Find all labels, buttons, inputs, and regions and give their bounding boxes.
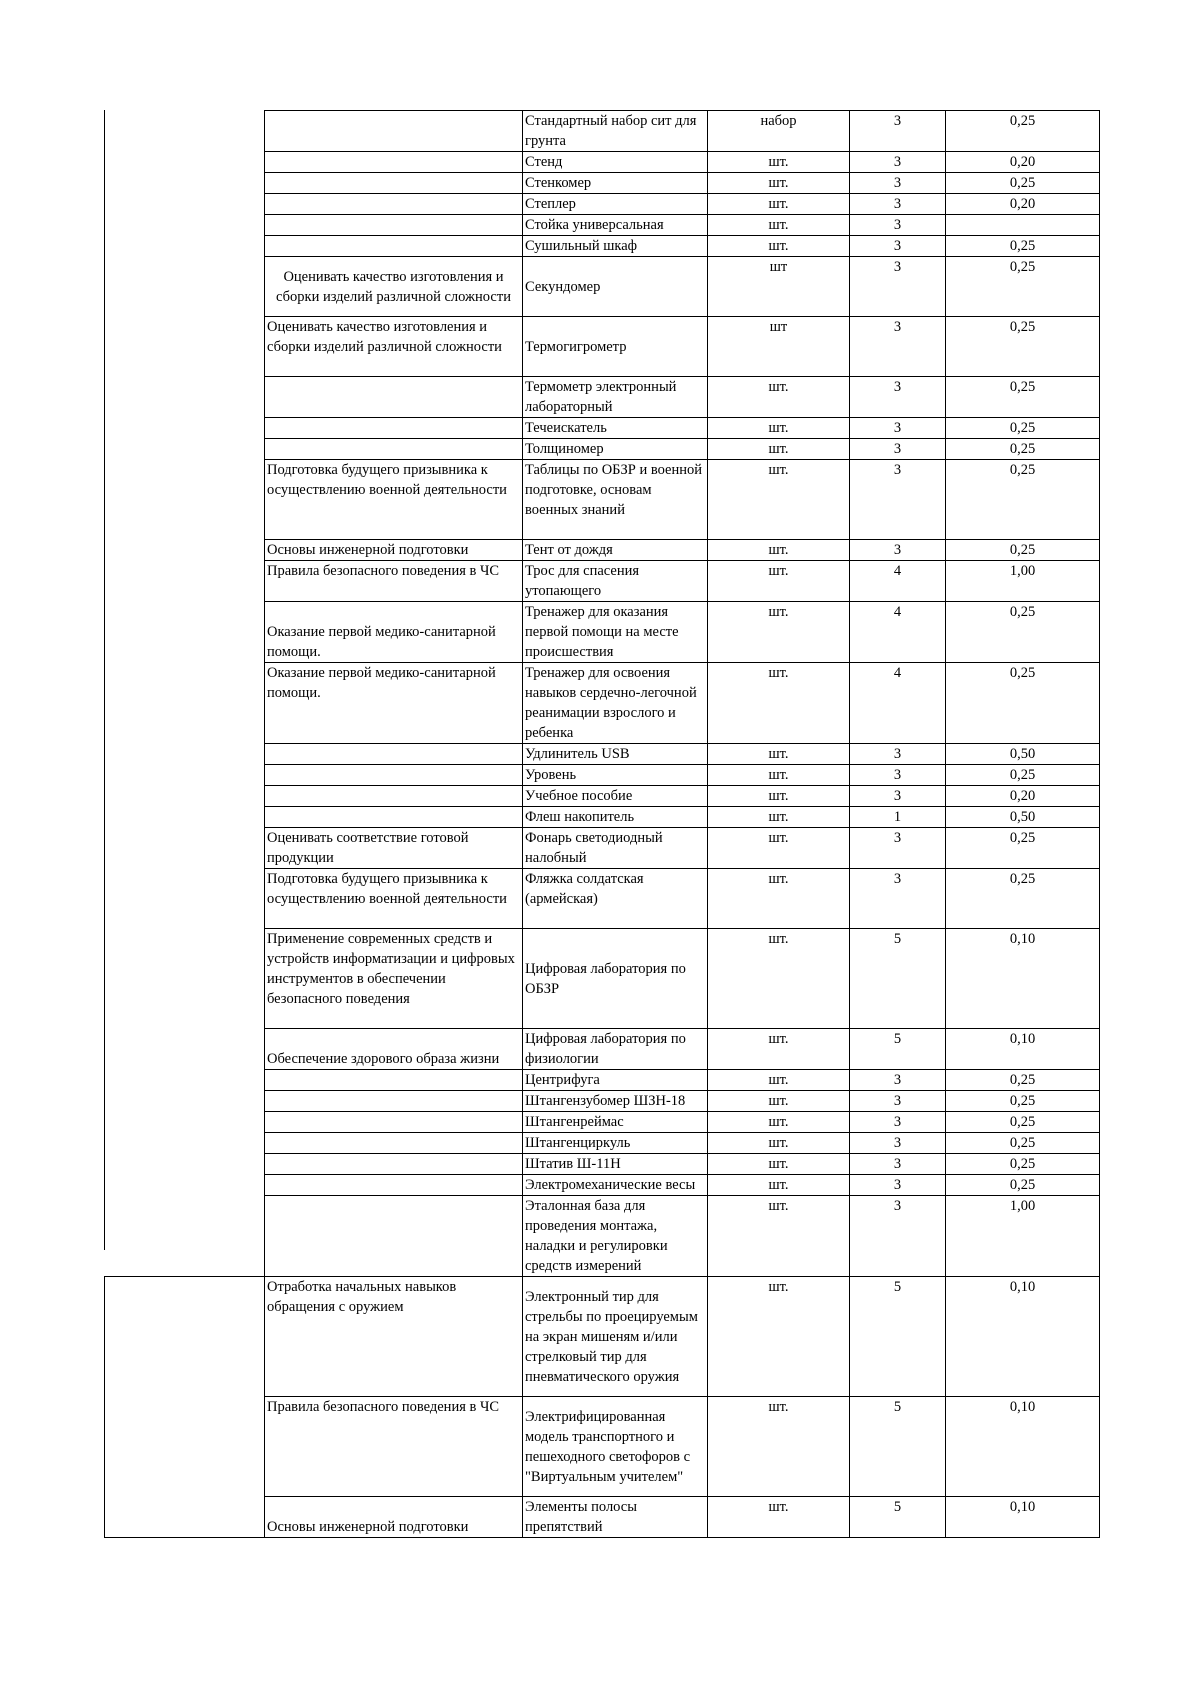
item-name-cell: Фляжка солдатская (армейская): [523, 869, 708, 929]
item-name-cell: Степлер: [523, 194, 708, 215]
table-row: [105, 1070, 1100, 1091]
quantity-cell: 3: [850, 786, 946, 807]
section-cell: [265, 439, 523, 460]
norm-cell: 0,50: [946, 807, 1100, 828]
item-name-cell: Электромеханические весы: [523, 1175, 708, 1196]
unit-cell: шт.: [708, 439, 850, 460]
unit-cell: шт.: [708, 215, 850, 236]
item-name-cell: Течеискатель: [523, 418, 708, 439]
item-name-cell: Цифровая лаборатория по ОБЗР: [523, 929, 708, 1029]
quantity-cell: 3: [850, 1175, 946, 1196]
quantity-cell: 5: [850, 1029, 946, 1070]
margin-cell: [105, 1070, 265, 1091]
quantity-cell: 3: [850, 869, 946, 929]
section-cell: Правила безопасного поведения в ЧС: [265, 1397, 523, 1497]
unit-cell: шт.: [708, 1070, 850, 1091]
item-name-cell: Толщиномер: [523, 439, 708, 460]
quantity-cell: 3: [850, 317, 946, 377]
section-cell: [265, 765, 523, 786]
norm-cell: 0,25: [946, 602, 1100, 663]
item-name-cell: Термометр электронный лабораторный: [523, 377, 708, 418]
unit-cell: шт.: [708, 561, 850, 602]
table-row: [105, 744, 1100, 765]
section-cell: [265, 418, 523, 439]
unit-cell: шт: [708, 317, 850, 377]
margin-cell: [105, 602, 265, 663]
section-cell: [265, 152, 523, 173]
unit-cell: шт.: [708, 786, 850, 807]
section-cell: [265, 786, 523, 807]
item-name-cell: Эталонная база для проведения монтажа, наладки и регулировки средств измерений: [523, 1196, 708, 1277]
norm-cell: [946, 215, 1100, 236]
item-name-cell: Штангенциркуль: [523, 1133, 708, 1154]
table-row: [105, 1133, 1100, 1154]
section-cell: [265, 1196, 523, 1277]
section-cell: [265, 215, 523, 236]
quantity-cell: 3: [850, 257, 946, 317]
item-name-cell: Уровень: [523, 765, 708, 786]
unit-cell: шт.: [708, 1175, 850, 1196]
norm-cell: 0,20: [946, 194, 1100, 215]
margin-cell: [105, 439, 265, 460]
norm-cell: 0,10: [946, 929, 1100, 1029]
table-row: [105, 439, 1100, 460]
unit-cell: шт.: [708, 540, 850, 561]
unit-cell: шт.: [708, 807, 850, 828]
quantity-cell: 3: [850, 1112, 946, 1133]
quantity-cell: 3: [850, 540, 946, 561]
unit-cell: шт.: [708, 1154, 850, 1175]
section-cell: [265, 236, 523, 257]
norm-cell: 0,25: [946, 1154, 1100, 1175]
norm-cell: 0,20: [946, 152, 1100, 173]
section-cell: [265, 807, 523, 828]
section-cell: Отработка начальных навыков обращения с оружием: [265, 1277, 523, 1397]
quantity-cell: 3: [850, 439, 946, 460]
margin-cell: [105, 765, 265, 786]
unit-cell: набор: [708, 111, 850, 152]
unit-cell: шт.: [708, 1133, 850, 1154]
norm-cell: 0,25: [946, 377, 1100, 418]
table-row: [105, 869, 1100, 929]
margin-cell: [105, 1154, 265, 1175]
table-row: [105, 561, 1100, 602]
item-name-cell: Тренажер для освоения навыков сердечно-легочной реанимации взрослого и ребенка: [523, 663, 708, 744]
unit-cell: шт.: [708, 1029, 850, 1070]
quantity-cell: 5: [850, 1277, 946, 1397]
margin-cell: [105, 1196, 265, 1277]
table-row: [105, 111, 1100, 152]
section-cell: Оказание первой медико-санитарной помощи.: [265, 602, 523, 663]
item-name-cell: Штангенреймас: [523, 1112, 708, 1133]
section-cell: [265, 744, 523, 765]
table-row: [105, 152, 1100, 173]
quantity-cell: 3: [850, 828, 946, 869]
section-cell: [265, 1154, 523, 1175]
unit-cell: шт.: [708, 602, 850, 663]
unit-cell: шт.: [708, 869, 850, 929]
unit-cell: шт.: [708, 1196, 850, 1277]
quantity-cell: 3: [850, 215, 946, 236]
section-cell: [265, 194, 523, 215]
section-cell: [265, 1112, 523, 1133]
margin-cell: [105, 1091, 265, 1112]
quantity-cell: 3: [850, 1196, 946, 1277]
norm-cell: 0,25: [946, 1091, 1100, 1112]
item-name-cell: Электрифицированная модель транспортного и пешеходного светофоров с "Виртуальным учителем": [523, 1397, 708, 1497]
quantity-cell: 3: [850, 418, 946, 439]
table-row: [105, 602, 1100, 663]
quantity-cell: 3: [850, 111, 946, 152]
norm-cell: 0,25: [946, 540, 1100, 561]
margin-cell: [105, 1497, 265, 1538]
quantity-cell: 4: [850, 561, 946, 602]
table-row: [105, 460, 1100, 540]
quantity-cell: 3: [850, 460, 946, 540]
table-row: [105, 215, 1100, 236]
item-name-cell: Тренажер для оказания первой помощи на месте происшествия: [523, 602, 708, 663]
norm-cell: 0,20: [946, 786, 1100, 807]
norm-cell: 0,10: [946, 1497, 1100, 1538]
item-name-cell: Сушильный шкаф: [523, 236, 708, 257]
table-row: [105, 663, 1100, 744]
norm-cell: 0,25: [946, 1133, 1100, 1154]
quantity-cell: 3: [850, 1154, 946, 1175]
item-name-cell: Цифровая лаборатория по физиологии: [523, 1029, 708, 1070]
section-cell: [265, 1091, 523, 1112]
table-row: [105, 257, 1100, 317]
section-cell: Оказание первой медико-санитарной помощи.: [265, 663, 523, 744]
margin-cell: [105, 540, 265, 561]
item-name-cell: Секундомер: [523, 257, 708, 317]
norm-cell: 0,25: [946, 1175, 1100, 1196]
section-cell: [265, 173, 523, 194]
unit-cell: шт.: [708, 194, 850, 215]
unit-cell: шт.: [708, 418, 850, 439]
table-row: [105, 1397, 1100, 1497]
item-name-cell: Штангензубомер ШЗН-18: [523, 1091, 708, 1112]
quantity-cell: 4: [850, 663, 946, 744]
quantity-cell: 5: [850, 929, 946, 1029]
unit-cell: шт.: [708, 460, 850, 540]
margin-cell: [105, 807, 265, 828]
norm-cell: 1,00: [946, 561, 1100, 602]
item-name-cell: Удлинитель USB: [523, 744, 708, 765]
margin-cell: [105, 1133, 265, 1154]
quantity-cell: 4: [850, 602, 946, 663]
margin-cell: [105, 215, 265, 236]
norm-cell: 1,00: [946, 1196, 1100, 1277]
item-name-cell: Центрифуга: [523, 1070, 708, 1091]
norm-cell: 0,25: [946, 111, 1100, 152]
item-name-cell: Учебное пособие: [523, 786, 708, 807]
section-cell: Оценивать качество изготовления и сборки изделий различной сложности: [265, 317, 523, 377]
quantity-cell: 3: [850, 173, 946, 194]
margin-cell: [105, 828, 265, 869]
section-cell: Применение современных средств и устройств информатизации и цифровых инструментов в обеспечении безопасного поведения: [265, 929, 523, 1029]
table-row: [105, 1112, 1100, 1133]
section-cell: [265, 1175, 523, 1196]
norm-cell: 0,25: [946, 1070, 1100, 1091]
item-name-cell: Элементы полосы препятствий: [523, 1497, 708, 1538]
table-row: [105, 1175, 1100, 1196]
quantity-cell: 3: [850, 377, 946, 418]
margin-cell: [105, 111, 265, 152]
inventory-table: [104, 110, 1100, 1538]
quantity-cell: 3: [850, 236, 946, 257]
quantity-cell: 5: [850, 1497, 946, 1538]
section-cell: Обеспечение здорового образа жизни: [265, 1029, 523, 1070]
item-name-cell: Стандартный набор сит для грунта: [523, 111, 708, 152]
table-row: [105, 828, 1100, 869]
margin-cell: [105, 173, 265, 194]
unit-cell: шт.: [708, 1397, 850, 1497]
item-name-cell: Стенкомер: [523, 173, 708, 194]
norm-cell: 0,10: [946, 1277, 1100, 1397]
unit-cell: шт.: [708, 1112, 850, 1133]
table-row: [105, 540, 1100, 561]
item-name-cell: Электронный тир для стрельбы по проецируемым на экран мишеням и/или стрелковый тир для пневматического оружия: [523, 1277, 708, 1397]
item-name-cell: Таблицы по ОБЗР и военной подготовке, основам военных знаний: [523, 460, 708, 540]
norm-cell: 0,25: [946, 663, 1100, 744]
table-row: [105, 1497, 1100, 1538]
margin-cell: [105, 152, 265, 173]
quantity-cell: 1: [850, 807, 946, 828]
quantity-cell: 3: [850, 194, 946, 215]
quantity-cell: 3: [850, 1091, 946, 1112]
norm-cell: 0,50: [946, 744, 1100, 765]
section-cell: [265, 1133, 523, 1154]
section-cell: [265, 1070, 523, 1091]
unit-cell: шт.: [708, 1091, 850, 1112]
table-row: [105, 173, 1100, 194]
margin-cell: [105, 663, 265, 744]
quantity-cell: 3: [850, 744, 946, 765]
unit-cell: шт.: [708, 236, 850, 257]
norm-cell: 0,25: [946, 460, 1100, 540]
unit-cell: шт.: [708, 1277, 850, 1397]
norm-cell: 0,25: [946, 317, 1100, 377]
table-row: [105, 194, 1100, 215]
margin-cell: [105, 1029, 265, 1070]
margin-cell: [105, 869, 265, 929]
section-cell: Правила безопасного поведения в ЧС: [265, 561, 523, 602]
table-row: [105, 1154, 1100, 1175]
margin-cell: [105, 194, 265, 215]
norm-cell: 0,25: [946, 439, 1100, 460]
section-cell: Основы инженерной подготовки: [265, 1497, 523, 1538]
norm-cell: 0,25: [946, 869, 1100, 929]
unit-cell: шт.: [708, 828, 850, 869]
item-name-cell: Флеш накопитель: [523, 807, 708, 828]
section-cell: Оценивать соответствие готовой продукции: [265, 828, 523, 869]
unit-cell: шт.: [708, 152, 850, 173]
margin-cell: [105, 257, 265, 317]
section-cell: Подготовка будущего призывника к осуществлению военной деятельности: [265, 869, 523, 929]
margin-cell: [105, 744, 265, 765]
margin-cell: [105, 418, 265, 439]
margin-cell: [105, 1112, 265, 1133]
quantity-cell: 3: [850, 765, 946, 786]
table-row: [105, 765, 1100, 786]
table-row: [105, 1029, 1100, 1070]
unit-cell: шт.: [708, 765, 850, 786]
unit-cell: шт.: [708, 744, 850, 765]
margin-cell: [105, 561, 265, 602]
quantity-cell: 3: [850, 1133, 946, 1154]
norm-cell: 0,25: [946, 1112, 1100, 1133]
table-row: [105, 377, 1100, 418]
unit-cell: шт.: [708, 173, 850, 194]
unit-cell: шт.: [708, 663, 850, 744]
section-cell: [265, 111, 523, 152]
margin-cell: [105, 1397, 265, 1497]
section-cell: [265, 377, 523, 418]
quantity-cell: 3: [850, 152, 946, 173]
table-row: [105, 1277, 1100, 1397]
section-cell: Подготовка будущего призывника к осуществлению военной деятельности: [265, 460, 523, 540]
margin-cell: [105, 460, 265, 540]
unit-cell: шт: [708, 257, 850, 317]
unit-cell: шт.: [708, 929, 850, 1029]
item-name-cell: Штатив Ш-11Н: [523, 1154, 708, 1175]
norm-cell: 0,25: [946, 257, 1100, 317]
margin-cell: [105, 929, 265, 1029]
norm-cell: 0,10: [946, 1029, 1100, 1070]
section-cell: Оценивать качество изготовления и сборки изделий различной сложности: [265, 257, 523, 317]
item-name-cell: Фонарь светодиодный налобный: [523, 828, 708, 869]
inventory-table-body: [105, 111, 1100, 1538]
item-name-cell: Термогигрометр: [523, 317, 708, 377]
margin-cell: [105, 1175, 265, 1196]
quantity-cell: 3: [850, 1070, 946, 1091]
norm-cell: 0,25: [946, 173, 1100, 194]
quantity-cell: 5: [850, 1397, 946, 1497]
margin-cell: [105, 786, 265, 807]
norm-cell: 0,25: [946, 236, 1100, 257]
table-row: [105, 807, 1100, 828]
margin-cell: [105, 1277, 265, 1397]
norm-cell: 0,25: [946, 765, 1100, 786]
item-name-cell: Тент от дождя: [523, 540, 708, 561]
unit-cell: шт.: [708, 1497, 850, 1538]
item-name-cell: Стенд: [523, 152, 708, 173]
section-cell: Основы инженерной подготовки: [265, 540, 523, 561]
norm-cell: 0,10: [946, 1397, 1100, 1497]
table-row: [105, 1196, 1100, 1277]
table-row: [105, 236, 1100, 257]
table-row: [105, 1091, 1100, 1112]
table-row: [105, 418, 1100, 439]
margin-cell: [105, 317, 265, 377]
item-name-cell: Трос для спасения утопающего: [523, 561, 708, 602]
norm-cell: 0,25: [946, 418, 1100, 439]
table-row: [105, 317, 1100, 377]
table-row: [105, 929, 1100, 1029]
margin-cell: [105, 377, 265, 418]
item-name-cell: Стойка универсальная: [523, 215, 708, 236]
table-row: [105, 786, 1100, 807]
margin-cell: [105, 236, 265, 257]
norm-cell: 0,25: [946, 828, 1100, 869]
unit-cell: шт.: [708, 377, 850, 418]
